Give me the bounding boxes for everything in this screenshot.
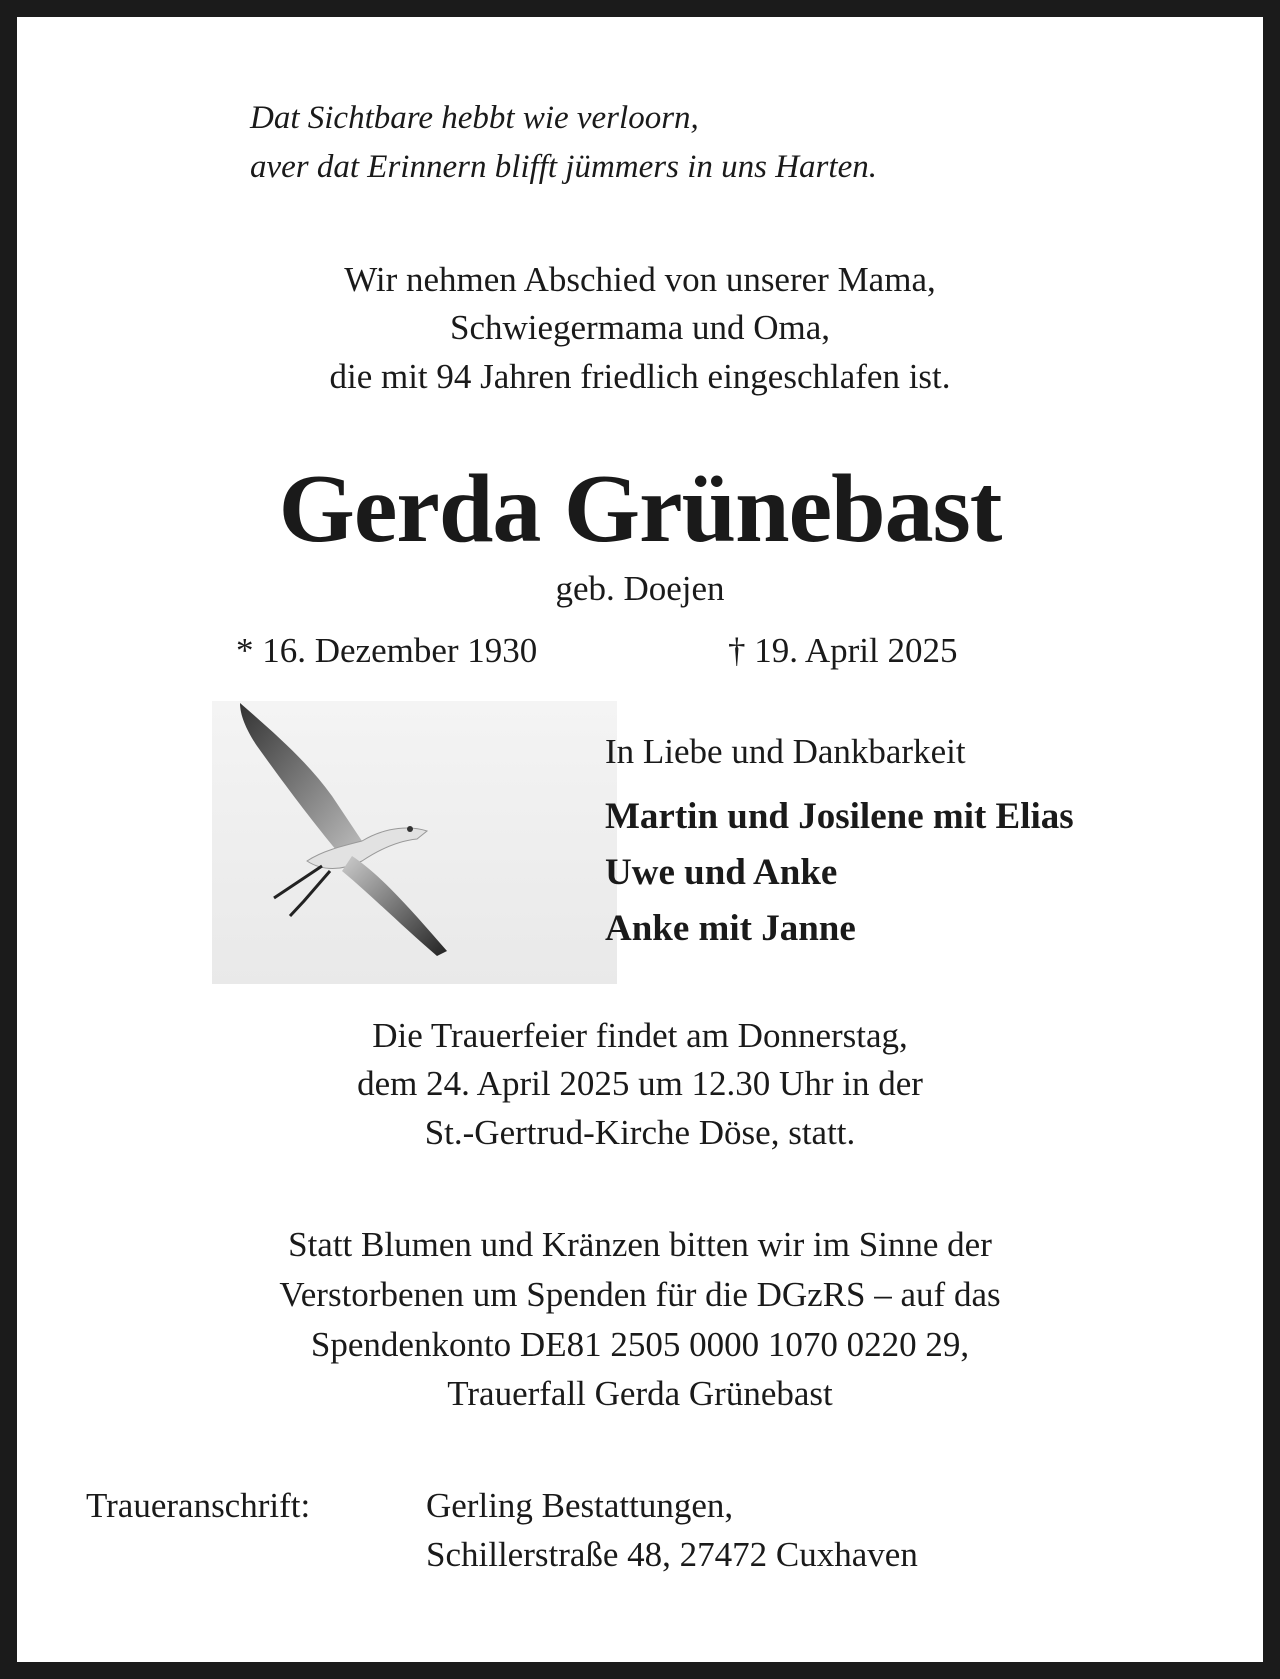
address-line-2: Schillerstraße 48, 27472 Cuxhaven: [426, 1535, 918, 1574]
deceased-name: Gerda Grünebast: [278, 455, 1002, 563]
mourner-1: Martin und Josilene mit Elias: [605, 796, 1074, 837]
donation-line-1: Statt Blumen und Kränzen bitten wir im Sinne der: [288, 1225, 992, 1264]
mourners-intro: In Liebe und Dankbarkeit: [605, 732, 966, 771]
donation-line-3: Spendenkonto DE81 2505 0000 1070 0220 29,: [310, 1325, 970, 1364]
quote-line-2: aver dat Erinnern blifft jümmers in uns Harten.: [250, 149, 877, 185]
donation-line-2: Verstorbenen um Spenden für die DGzRS – auf das: [279, 1275, 1001, 1314]
quote-line-1: Dat Sichtbare hebbt wie verloorn,: [250, 100, 699, 136]
mourner-2: Uwe und Anke: [605, 852, 838, 893]
intro-line-2: Schwiegermama und Oma,: [449, 308, 831, 347]
intro-line-1: Wir nehmen Abschied von unserer Mama,: [344, 260, 936, 299]
seagull-icon: [212, 701, 617, 984]
service-line-3: St.-Gertrud-Kirche Döse, statt.: [424, 1113, 856, 1152]
birth-date: * 16. Dezember 1930: [236, 631, 538, 670]
donation-line-4: Trauerfall Gerda Grünebast: [447, 1374, 833, 1413]
mourner-3: Anke mit Janne: [605, 908, 856, 949]
address-label: Traueranschrift:: [86, 1486, 311, 1525]
service-line-1: Die Trauerfeier findet am Donnerstag,: [372, 1016, 908, 1055]
seagull-photo: [212, 701, 617, 984]
intro-line-3: die mit 94 Jahren friedlich eingeschlafen ist.: [329, 357, 951, 396]
death-date: † 19. April 2025: [728, 631, 958, 670]
service-line-2: dem 24. April 2025 um 12.30 Uhr in der: [357, 1064, 923, 1103]
address-line-1: Gerling Bestattungen,: [426, 1486, 734, 1525]
maiden-name: geb. Doejen: [555, 569, 725, 608]
